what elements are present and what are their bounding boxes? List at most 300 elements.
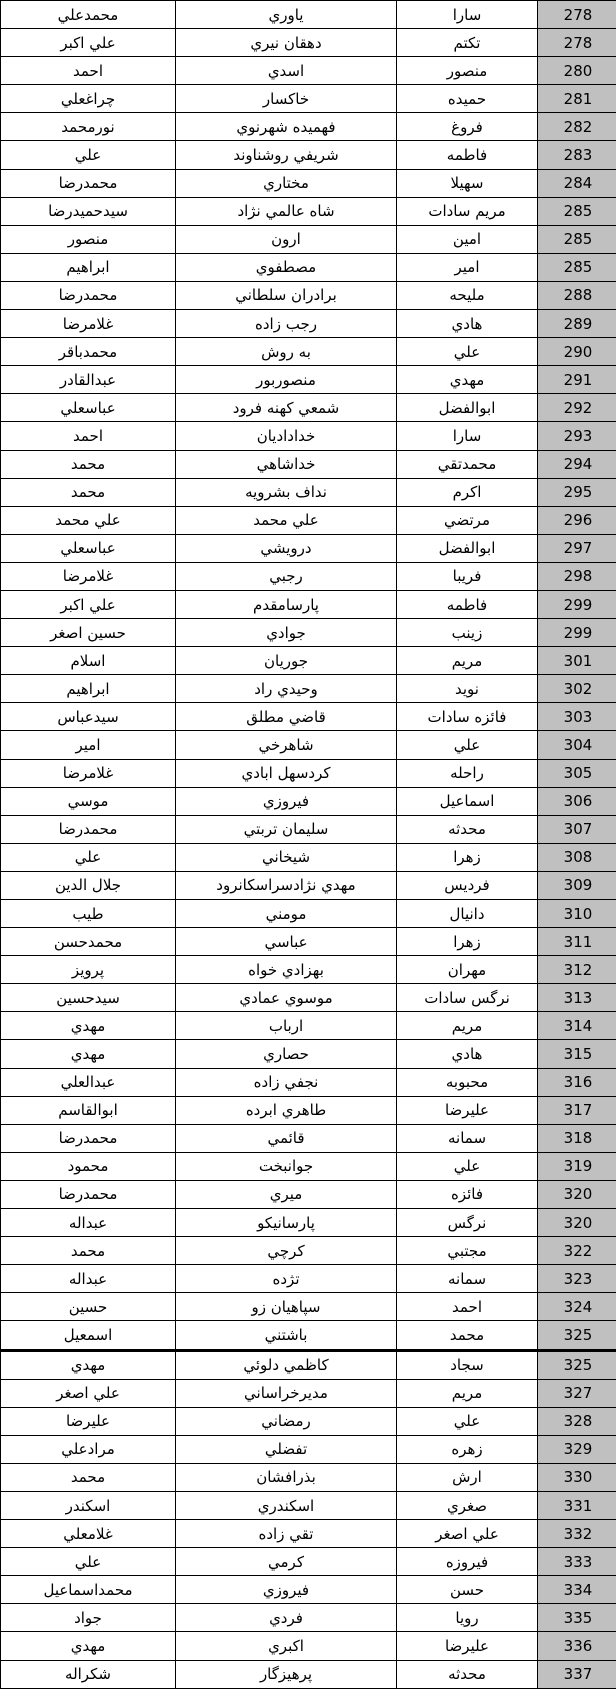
- father-name-cell: سيدحميدرضا: [1, 197, 176, 225]
- father-name-cell: امير: [1, 731, 176, 759]
- first-name-cell: علي: [397, 1407, 538, 1435]
- father-name-cell: عبدالعلي: [1, 1068, 176, 1096]
- first-name-cell: سجاد: [397, 1350, 538, 1379]
- father-name-cell: شكراله: [1, 1660, 176, 1688]
- first-name-cell: مهدي: [397, 366, 538, 394]
- rank-cell: 296: [538, 506, 616, 534]
- table-row: [1, 113, 616, 141]
- rank-cell: 329: [538, 1435, 616, 1463]
- father-name-cell: اسلام: [1, 647, 176, 675]
- father-name-cell: پرويز: [1, 956, 176, 984]
- father-name-cell: مهدي: [1, 1012, 176, 1040]
- rank-cell: 308: [538, 843, 616, 871]
- rank-cell: 307: [538, 815, 616, 843]
- last-name-cell: پارسانيكو: [176, 1209, 397, 1237]
- father-name-cell: محمدرضا: [1, 1124, 176, 1152]
- first-name-cell: رويا: [397, 1604, 538, 1632]
- rank-cell: 306: [538, 787, 616, 815]
- father-name-cell: عبداله: [1, 1265, 176, 1293]
- table-row: [1, 1265, 616, 1293]
- first-name-cell: نرگس سادات: [397, 984, 538, 1012]
- rank-cell: 283: [538, 141, 616, 169]
- table-row: [1, 815, 616, 843]
- last-name-cell: جوانبخت: [176, 1152, 397, 1180]
- father-name-cell: علي اكبر: [1, 29, 176, 57]
- last-name-cell: نجفي زاده: [176, 1068, 397, 1096]
- table-row: [1, 450, 616, 478]
- first-name-cell: سارا: [397, 1, 538, 29]
- father-name-cell: مهدي: [1, 1040, 176, 1068]
- father-name-cell: محمد: [1, 1237, 176, 1265]
- last-name-cell: رمضاني: [176, 1407, 397, 1435]
- rank-cell: 320: [538, 1180, 616, 1208]
- father-name-cell: ابوالقاسم: [1, 1096, 176, 1124]
- last-name-cell: به روش: [176, 338, 397, 366]
- first-name-cell: زينب: [397, 619, 538, 647]
- first-name-cell: فاطمه: [397, 141, 538, 169]
- first-name-cell: زهرا: [397, 843, 538, 871]
- father-name-cell: جلال الدين: [1, 871, 176, 899]
- last-name-cell: مديرخراساني: [176, 1379, 397, 1407]
- father-name-cell: علي: [1, 1548, 176, 1576]
- table-row: [1, 759, 616, 787]
- father-name-cell: مهدي: [1, 1350, 176, 1379]
- table-row: [1, 1576, 616, 1604]
- father-name-cell: علي: [1, 843, 176, 871]
- first-name-cell: محمد: [397, 1321, 538, 1350]
- rank-cell: 327: [538, 1379, 616, 1407]
- first-name-cell: مريم: [397, 1012, 538, 1040]
- last-name-cell: فردي: [176, 1604, 397, 1632]
- table-row: [1, 394, 616, 422]
- last-name-cell: پارسامقدم: [176, 590, 397, 618]
- rank-cell: 292: [538, 394, 616, 422]
- father-name-cell: محمدرضا: [1, 281, 176, 309]
- father-name-cell: سيدحسين: [1, 984, 176, 1012]
- last-name-cell: موسوي عمادي: [176, 984, 397, 1012]
- rank-cell: 290: [538, 338, 616, 366]
- rank-cell: 310: [538, 900, 616, 928]
- rank-cell: 284: [538, 169, 616, 197]
- last-name-cell: حصاري: [176, 1040, 397, 1068]
- father-name-cell: محمدحسن: [1, 928, 176, 956]
- first-name-cell: عليرضا: [397, 1096, 538, 1124]
- father-name-cell: حسين: [1, 1293, 176, 1321]
- rank-cell: 316: [538, 1068, 616, 1096]
- table-row: [1, 1321, 616, 1350]
- first-name-cell: ابوالفضل: [397, 534, 538, 562]
- first-name-cell: محدثه: [397, 1660, 538, 1688]
- first-name-cell: مرتضي: [397, 506, 538, 534]
- table-row: [1, 281, 616, 309]
- rank-cell: 297: [538, 534, 616, 562]
- father-name-cell: منصور: [1, 225, 176, 253]
- rank-cell: 285: [538, 253, 616, 281]
- table-row: [1, 169, 616, 197]
- last-name-cell: اسكندري: [176, 1491, 397, 1519]
- father-name-cell: محمد: [1, 1463, 176, 1491]
- last-name-cell: وحيدي راد: [176, 675, 397, 703]
- rank-cell: 314: [538, 1012, 616, 1040]
- table-row: [1, 1012, 616, 1040]
- last-name-cell: قائمي: [176, 1124, 397, 1152]
- first-name-cell: دانيال: [397, 900, 538, 928]
- first-name-cell: هادي: [397, 1040, 538, 1068]
- rank-cell: 313: [538, 984, 616, 1012]
- table-row: [1, 1435, 616, 1463]
- father-name-cell: علي اصغر: [1, 1379, 176, 1407]
- first-name-cell: فريبا: [397, 562, 538, 590]
- rank-cell: 323: [538, 1265, 616, 1293]
- last-name-cell: مصطفوي: [176, 253, 397, 281]
- last-name-cell: كرمي: [176, 1548, 397, 1576]
- last-name-cell: خاكسار: [176, 85, 397, 113]
- father-name-cell: ابراهيم: [1, 675, 176, 703]
- table-row: [1, 1152, 616, 1180]
- table-row: [1, 253, 616, 281]
- first-name-cell: هادي: [397, 310, 538, 338]
- last-name-cell: فيروزي: [176, 1576, 397, 1604]
- rank-cell: 280: [538, 57, 616, 85]
- father-name-cell: غلامرضا: [1, 562, 176, 590]
- first-name-cell: حميده: [397, 85, 538, 113]
- father-name-cell: طيب: [1, 900, 176, 928]
- father-name-cell: علي اكبر: [1, 590, 176, 618]
- rank-cell: 315: [538, 1040, 616, 1068]
- last-name-cell: دهقان نيري: [176, 29, 397, 57]
- first-name-cell: زهرا: [397, 928, 538, 956]
- father-name-cell: عبداله: [1, 1209, 176, 1237]
- table-row: [1, 900, 616, 928]
- last-name-cell: سليمان تربتي: [176, 815, 397, 843]
- first-name-cell: منصور: [397, 57, 538, 85]
- first-name-cell: سهيلا: [397, 169, 538, 197]
- father-name-cell: مرادعلي: [1, 1435, 176, 1463]
- last-name-cell: اكبري: [176, 1632, 397, 1660]
- table-row: [1, 619, 616, 647]
- first-name-cell: فيروزه: [397, 1548, 538, 1576]
- table-row: [1, 1124, 616, 1152]
- father-name-cell: محمداسماعيل: [1, 1576, 176, 1604]
- last-name-cell: ارباب: [176, 1012, 397, 1040]
- table-row: [1, 478, 616, 506]
- rank-cell: 318: [538, 1124, 616, 1152]
- first-name-cell: مريم: [397, 1379, 538, 1407]
- rank-cell: 302: [538, 675, 616, 703]
- last-name-cell: رجب زاده: [176, 310, 397, 338]
- last-name-cell: خداداديان: [176, 422, 397, 450]
- first-name-cell: فائزه: [397, 1180, 538, 1208]
- first-name-cell: حسن: [397, 1576, 538, 1604]
- first-name-cell: تكتم: [397, 29, 538, 57]
- rank-cell: 333: [538, 1548, 616, 1576]
- table-row: [1, 422, 616, 450]
- father-name-cell: نورمحمد: [1, 113, 176, 141]
- last-name-cell: جوريان: [176, 647, 397, 675]
- first-name-cell: محدثه: [397, 815, 538, 843]
- first-name-cell: امير: [397, 253, 538, 281]
- first-name-cell: امين: [397, 225, 538, 253]
- first-name-cell: محبوبه: [397, 1068, 538, 1096]
- first-name-cell: فاطمه: [397, 590, 538, 618]
- father-name-cell: غلامرضا: [1, 759, 176, 787]
- father-name-cell: احمد: [1, 57, 176, 85]
- father-name-cell: اسكندر: [1, 1491, 176, 1519]
- father-name-cell: عباسعلي: [1, 394, 176, 422]
- last-name-cell: شاه عالمي نژاد: [176, 197, 397, 225]
- table-row: [1, 562, 616, 590]
- table-row: [1, 956, 616, 984]
- rank-cell: 299: [538, 590, 616, 618]
- table-row: [1, 29, 616, 57]
- table-row: [1, 366, 616, 394]
- rank-cell: 332: [538, 1520, 616, 1548]
- father-name-cell: محمدرضا: [1, 1180, 176, 1208]
- table-row: [1, 1237, 616, 1265]
- table-row: [1, 647, 616, 675]
- last-name-cell: سپاهيان زو: [176, 1293, 397, 1321]
- table-row: [1, 1463, 616, 1491]
- table-row: [1, 338, 616, 366]
- last-name-cell: شريفي روشناوند: [176, 141, 397, 169]
- first-name-cell: فائزه سادات: [397, 703, 538, 731]
- father-name-cell: احمد: [1, 422, 176, 450]
- father-name-cell: محمدرضا: [1, 815, 176, 843]
- rank-cell: 324: [538, 1293, 616, 1321]
- first-name-cell: فرديس: [397, 871, 538, 899]
- last-name-cell: ارون: [176, 225, 397, 253]
- first-name-cell: نرگس: [397, 1209, 538, 1237]
- first-name-cell: نويد: [397, 675, 538, 703]
- table-row: [1, 1293, 616, 1321]
- table-row: [1, 1180, 616, 1208]
- last-name-cell: باشتني: [176, 1321, 397, 1350]
- rank-cell: 334: [538, 1576, 616, 1604]
- first-name-cell: علي: [397, 1152, 538, 1180]
- rank-cell: 281: [538, 85, 616, 113]
- first-name-cell: ابوالفضل: [397, 394, 538, 422]
- last-name-cell: مهدي نژادسراسكانرود: [176, 871, 397, 899]
- rank-cell: 291: [538, 366, 616, 394]
- last-name-cell: شيخاني: [176, 843, 397, 871]
- rank-cell: 330: [538, 1463, 616, 1491]
- last-name-cell: كاظمي دلوئي: [176, 1350, 397, 1379]
- rank-cell: 328: [538, 1407, 616, 1435]
- father-name-cell: محمدعلي: [1, 1, 176, 29]
- ranking-table-body: [1, 1, 616, 1689]
- last-name-cell: تقي زاده: [176, 1520, 397, 1548]
- rank-cell: 319: [538, 1152, 616, 1180]
- rank-cell: 309: [538, 871, 616, 899]
- table-row: [1, 590, 616, 618]
- table-row: [1, 1096, 616, 1124]
- father-name-cell: محمدرضا: [1, 169, 176, 197]
- table-row: [1, 731, 616, 759]
- father-name-cell: محمدباقر: [1, 338, 176, 366]
- table-row: [1, 1350, 616, 1379]
- last-name-cell: طاهري ابرده: [176, 1096, 397, 1124]
- table-row: [1, 534, 616, 562]
- table-row: [1, 141, 616, 169]
- table-row: [1, 57, 616, 85]
- table-row: [1, 1040, 616, 1068]
- table-row: [1, 310, 616, 338]
- first-name-cell: علي اصغر: [397, 1520, 538, 1548]
- father-name-cell: سيدعباس: [1, 703, 176, 731]
- last-name-cell: تفضلي: [176, 1435, 397, 1463]
- table-row: [1, 225, 616, 253]
- rank-cell: 282: [538, 113, 616, 141]
- father-name-cell: محمد: [1, 450, 176, 478]
- father-name-cell: محمود: [1, 1152, 176, 1180]
- father-name-cell: حسين اصغر: [1, 619, 176, 647]
- first-name-cell: سارا: [397, 422, 538, 450]
- table-row: [1, 1548, 616, 1576]
- father-name-cell: موسي: [1, 787, 176, 815]
- table-row: [1, 871, 616, 899]
- table-row: [1, 843, 616, 871]
- rank-cell: 299: [538, 619, 616, 647]
- table-row: [1, 197, 616, 225]
- table-row: [1, 675, 616, 703]
- rank-cell: 289: [538, 310, 616, 338]
- rank-cell: 278: [538, 29, 616, 57]
- rank-cell: 320: [538, 1209, 616, 1237]
- first-name-cell: سمانه: [397, 1124, 538, 1152]
- first-name-cell: صغري: [397, 1491, 538, 1519]
- father-name-cell: عباسعلي: [1, 534, 176, 562]
- rank-cell: 312: [538, 956, 616, 984]
- table-row: [1, 703, 616, 731]
- father-name-cell: علي: [1, 141, 176, 169]
- table-row: [1, 928, 616, 956]
- last-name-cell: مومني: [176, 900, 397, 928]
- last-name-cell: عباسي: [176, 928, 397, 956]
- rank-cell: 331: [538, 1491, 616, 1519]
- rank-cell: 322: [538, 1237, 616, 1265]
- last-name-cell: مختاري: [176, 169, 397, 197]
- rank-cell: 298: [538, 562, 616, 590]
- father-name-cell: جواد: [1, 1604, 176, 1632]
- last-name-cell: شمعي كهنه فرود: [176, 394, 397, 422]
- father-name-cell: اسمعيل: [1, 1321, 176, 1350]
- rank-cell: 295: [538, 478, 616, 506]
- first-name-cell: محمدتقي: [397, 450, 538, 478]
- last-name-cell: تژده: [176, 1265, 397, 1293]
- last-name-cell: ميري: [176, 1180, 397, 1208]
- father-name-cell: چراغعلي: [1, 85, 176, 113]
- first-name-cell: احمد: [397, 1293, 538, 1321]
- rank-cell: 285: [538, 225, 616, 253]
- father-name-cell: مهدي: [1, 1632, 176, 1660]
- first-name-cell: زهره: [397, 1435, 538, 1463]
- last-name-cell: ياوري: [176, 1, 397, 29]
- first-name-cell: سمانه: [397, 1265, 538, 1293]
- last-name-cell: درويشي: [176, 534, 397, 562]
- last-name-cell: نداف بشرويه: [176, 478, 397, 506]
- rank-cell: 303: [538, 703, 616, 731]
- rank-cell: 325: [538, 1321, 616, 1350]
- first-name-cell: مجتبي: [397, 1237, 538, 1265]
- father-name-cell: عليرضا: [1, 1407, 176, 1435]
- rank-cell: 293: [538, 422, 616, 450]
- last-name-cell: رجبي: [176, 562, 397, 590]
- last-name-cell: كرچي: [176, 1237, 397, 1265]
- last-name-cell: بذرافشان: [176, 1463, 397, 1491]
- table-row: [1, 85, 616, 113]
- first-name-cell: اكرم: [397, 478, 538, 506]
- first-name-cell: علي: [397, 731, 538, 759]
- last-name-cell: فيروزي: [176, 787, 397, 815]
- table-row: [1, 1379, 616, 1407]
- last-name-cell: منصوربور: [176, 366, 397, 394]
- first-name-cell: عليرضا: [397, 1632, 538, 1660]
- table-row: [1, 1632, 616, 1660]
- first-name-cell: مليحه: [397, 281, 538, 309]
- table-row: [1, 984, 616, 1012]
- first-name-cell: مهران: [397, 956, 538, 984]
- father-name-cell: محمد: [1, 478, 176, 506]
- first-name-cell: راحله: [397, 759, 538, 787]
- table-row: [1, 1068, 616, 1096]
- table-row: [1, 1407, 616, 1435]
- table-row: [1, 1520, 616, 1548]
- table-row: [1, 1209, 616, 1237]
- first-name-cell: علي: [397, 338, 538, 366]
- rank-cell: 337: [538, 1660, 616, 1688]
- last-name-cell: علي محمد: [176, 506, 397, 534]
- father-name-cell: غلامرضا: [1, 310, 176, 338]
- rank-cell: 285: [538, 197, 616, 225]
- first-name-cell: اسماعيل: [397, 787, 538, 815]
- father-name-cell: عبدالقادر: [1, 366, 176, 394]
- rank-cell: 336: [538, 1632, 616, 1660]
- last-name-cell: برادران سلطاني: [176, 281, 397, 309]
- last-name-cell: كردسهل ابادي: [176, 759, 397, 787]
- rank-cell: 278: [538, 1, 616, 29]
- rank-cell: 335: [538, 1604, 616, 1632]
- rank-cell: 304: [538, 731, 616, 759]
- last-name-cell: جوادي: [176, 619, 397, 647]
- rank-cell: 305: [538, 759, 616, 787]
- table-row: [1, 1491, 616, 1519]
- rank-cell: 311: [538, 928, 616, 956]
- rank-cell: 301: [538, 647, 616, 675]
- first-name-cell: ارش: [397, 1463, 538, 1491]
- father-name-cell: غلامعلي: [1, 1520, 176, 1548]
- table-row: [1, 506, 616, 534]
- last-name-cell: پرهيزگار: [176, 1660, 397, 1688]
- rank-cell: 294: [538, 450, 616, 478]
- last-name-cell: بهزادي خواه: [176, 956, 397, 984]
- father-name-cell: ابراهيم: [1, 253, 176, 281]
- last-name-cell: قاضي مطلق: [176, 703, 397, 731]
- last-name-cell: اسدي: [176, 57, 397, 85]
- first-name-cell: فروغ: [397, 113, 538, 141]
- rank-cell: 288: [538, 281, 616, 309]
- last-name-cell: فهميده شهرنوي: [176, 113, 397, 141]
- table-row: [1, 787, 616, 815]
- first-name-cell: مريم: [397, 647, 538, 675]
- last-name-cell: شاهرخي: [176, 731, 397, 759]
- table-row: [1, 1660, 616, 1688]
- table-row: [1, 1, 616, 29]
- rank-cell: 317: [538, 1096, 616, 1124]
- table-row: [1, 1604, 616, 1632]
- first-name-cell: مريم سادات: [397, 197, 538, 225]
- last-name-cell: خداشاهي: [176, 450, 397, 478]
- father-name-cell: علي محمد: [1, 506, 176, 534]
